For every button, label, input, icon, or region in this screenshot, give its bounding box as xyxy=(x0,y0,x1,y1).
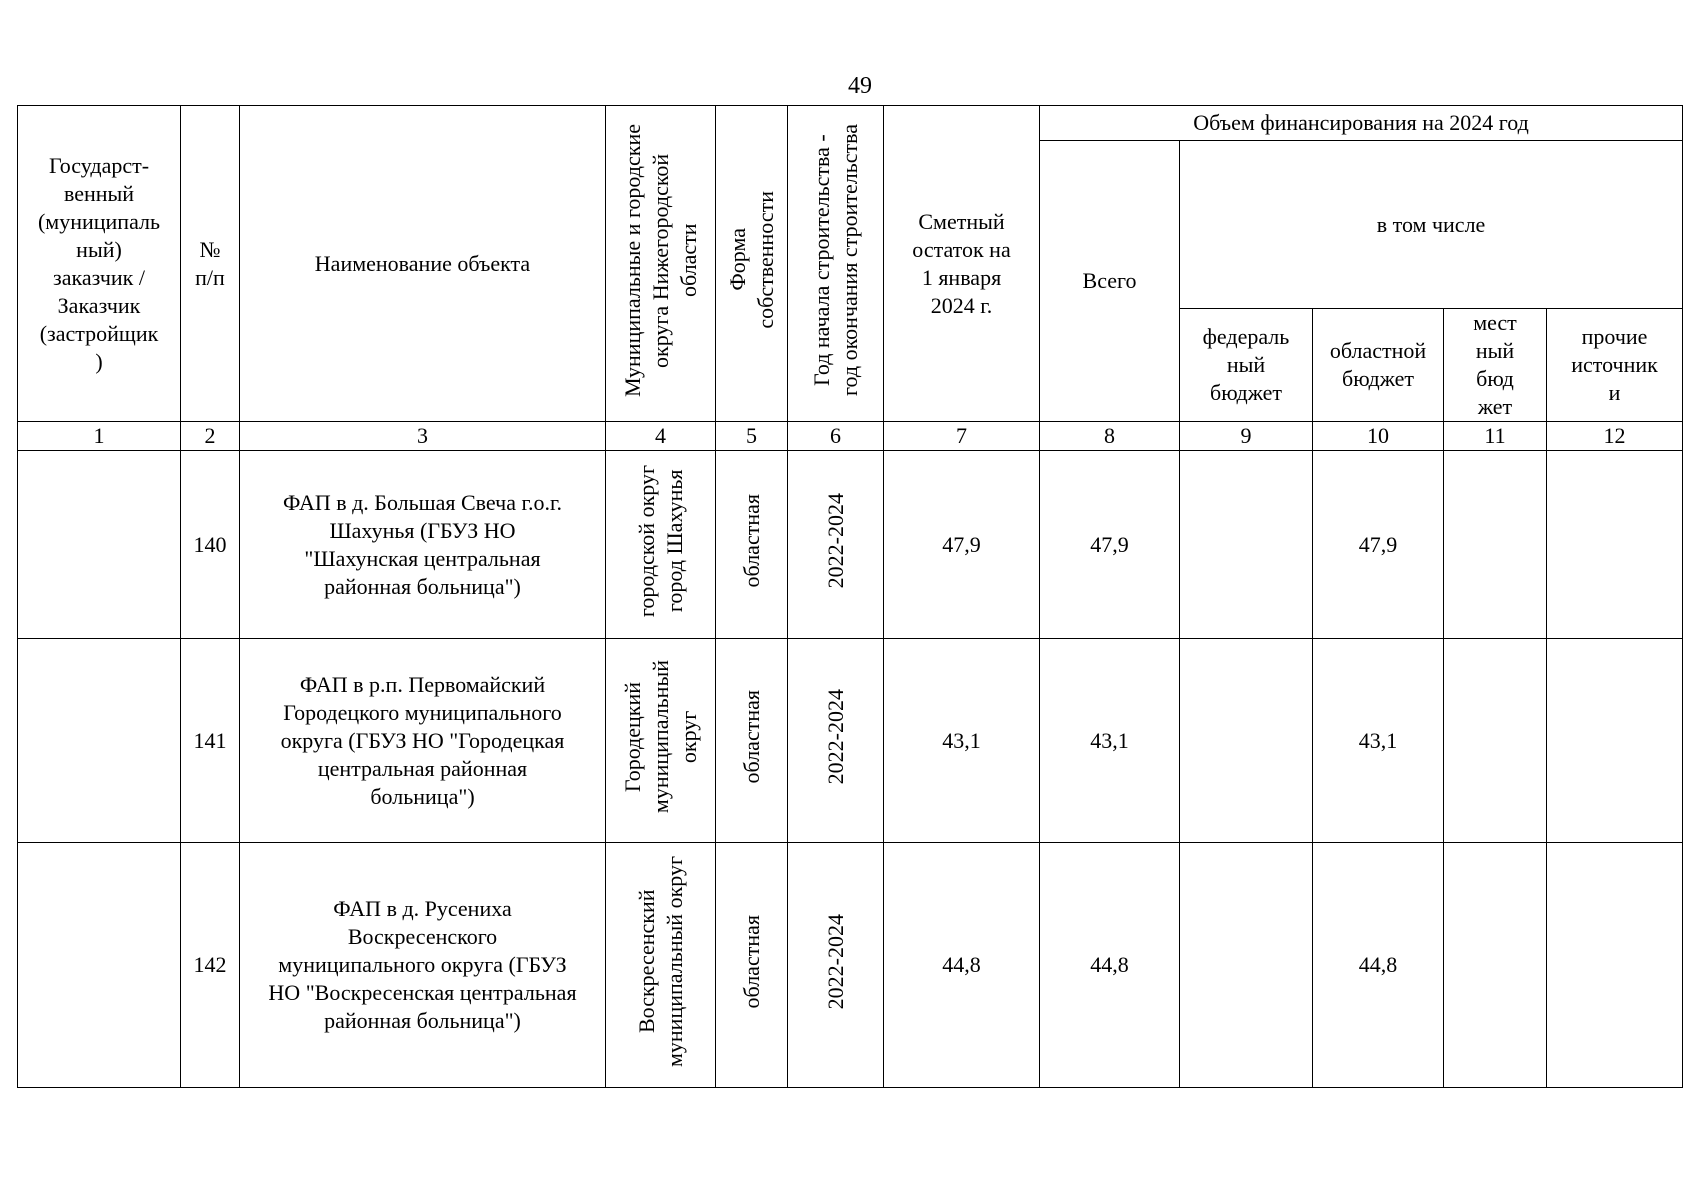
row-object-name: ФАП в д. Русениха Воскресенского муниципального округа (ГБУЗ НО "Воскресенская центральная районная больница") xyxy=(240,843,606,1088)
row-ownership xyxy=(716,639,788,843)
table-row xyxy=(18,843,1683,1088)
column-number: 7 xyxy=(884,422,1040,451)
row-ownership xyxy=(716,451,788,639)
row-years-text: 2022-2024 xyxy=(822,493,848,589)
row-customer xyxy=(18,451,181,639)
header-municipal-text: Муниципальные и городские округа Нижегородской области xyxy=(619,123,701,397)
row-municipal xyxy=(606,451,716,639)
row-regional: 47,9 xyxy=(1313,451,1444,639)
row-years-text: 2022-2024 xyxy=(822,913,848,1010)
header-municipal xyxy=(606,106,716,422)
row-years xyxy=(788,639,884,843)
row-object-name: ФАП в д. Большая Свеча г.о.г. Шахунья (ГБУЗ НО "Шахунская центральная районная больница") xyxy=(240,451,606,639)
row-municipal xyxy=(606,843,716,1088)
row-customer xyxy=(18,843,181,1088)
column-number: 10 xyxy=(1313,422,1444,451)
financing-table xyxy=(17,105,1683,1088)
row-other xyxy=(1547,451,1683,639)
header-including: в том числе xyxy=(1180,141,1683,309)
header-years xyxy=(788,106,884,422)
header-regional: областной бюджет xyxy=(1313,309,1444,422)
header-other: прочие источник и xyxy=(1547,309,1683,422)
header-ownership xyxy=(716,106,788,422)
column-number: 1 xyxy=(18,422,181,451)
table-header xyxy=(18,106,1683,451)
row-other xyxy=(1547,843,1683,1088)
row-total: 44,8 xyxy=(1040,843,1180,1088)
column-number: 8 xyxy=(1040,422,1180,451)
row-federal xyxy=(1180,451,1313,639)
row-local xyxy=(1444,451,1547,639)
column-number: 9 xyxy=(1180,422,1313,451)
row-regional: 44,8 xyxy=(1313,843,1444,1088)
row-balance: 43,1 xyxy=(884,639,1040,843)
row-total: 47,9 xyxy=(1040,451,1180,639)
column-number: 6 xyxy=(788,422,884,451)
row-ownership xyxy=(716,843,788,1088)
row-number: 141 xyxy=(181,639,240,843)
row-regional: 43,1 xyxy=(1313,639,1444,843)
column-number: 11 xyxy=(1444,422,1547,451)
row-total: 43,1 xyxy=(1040,639,1180,843)
row-ownership-text: областная xyxy=(738,494,764,588)
column-number: 12 xyxy=(1547,422,1683,451)
row-years-text: 2022-2024 xyxy=(822,689,848,785)
header-local: мест ный бюд жет xyxy=(1444,309,1547,422)
row-ownership-text: областная xyxy=(738,914,764,1009)
row-other xyxy=(1547,639,1683,843)
column-number-row xyxy=(18,422,1683,451)
table-row xyxy=(18,451,1683,639)
page-number: 49 xyxy=(848,73,872,99)
row-ownership-text: областная xyxy=(738,690,764,784)
row-customer xyxy=(18,639,181,843)
header-federal: федераль ный бюджет xyxy=(1180,309,1313,422)
row-years xyxy=(788,451,884,639)
row-number: 140 xyxy=(181,451,240,639)
column-number: 2 xyxy=(181,422,240,451)
row-object-name: ФАП в р.п. Первомайский Городецкого муниципального округа (ГБУЗ НО "Городецкая центральная районная больница") xyxy=(240,639,606,843)
header-number: № п/п xyxy=(181,106,240,422)
row-number: 142 xyxy=(181,843,240,1088)
header-total: Всего xyxy=(1040,141,1180,422)
row-balance: 47,9 xyxy=(884,451,1040,639)
row-municipal-text: Воскресенский муниципальный округ xyxy=(633,855,687,1067)
column-number: 4 xyxy=(606,422,716,451)
header-years-text: Год начала строительства - год окончания строительства xyxy=(808,124,862,396)
row-local xyxy=(1444,639,1547,843)
header-ownership-text: Форма собственности xyxy=(724,191,778,329)
row-federal xyxy=(1180,639,1313,843)
row-balance: 44,8 xyxy=(884,843,1040,1088)
column-number: 5 xyxy=(716,422,788,451)
row-municipal-text: Городецкий муниципальный округ xyxy=(619,660,701,814)
header-balance: Сметный остаток на 1 января 2024 г. xyxy=(884,106,1040,422)
row-municipal xyxy=(606,639,716,843)
row-years xyxy=(788,843,884,1088)
table-body xyxy=(18,451,1683,1088)
row-federal xyxy=(1180,843,1313,1088)
header-customer: Государст- венный (муниципаль ный) заказчик / Заказчик (застройщик ) xyxy=(18,106,181,422)
row-local xyxy=(1444,843,1547,1088)
header-financing: Объем финансирования на 2024 год xyxy=(1040,106,1683,141)
header-object-name: Наименование объекта xyxy=(240,106,606,422)
row-municipal-text: городской округ город Шахунья xyxy=(633,464,687,618)
table-row xyxy=(18,639,1683,843)
column-number: 3 xyxy=(240,422,606,451)
